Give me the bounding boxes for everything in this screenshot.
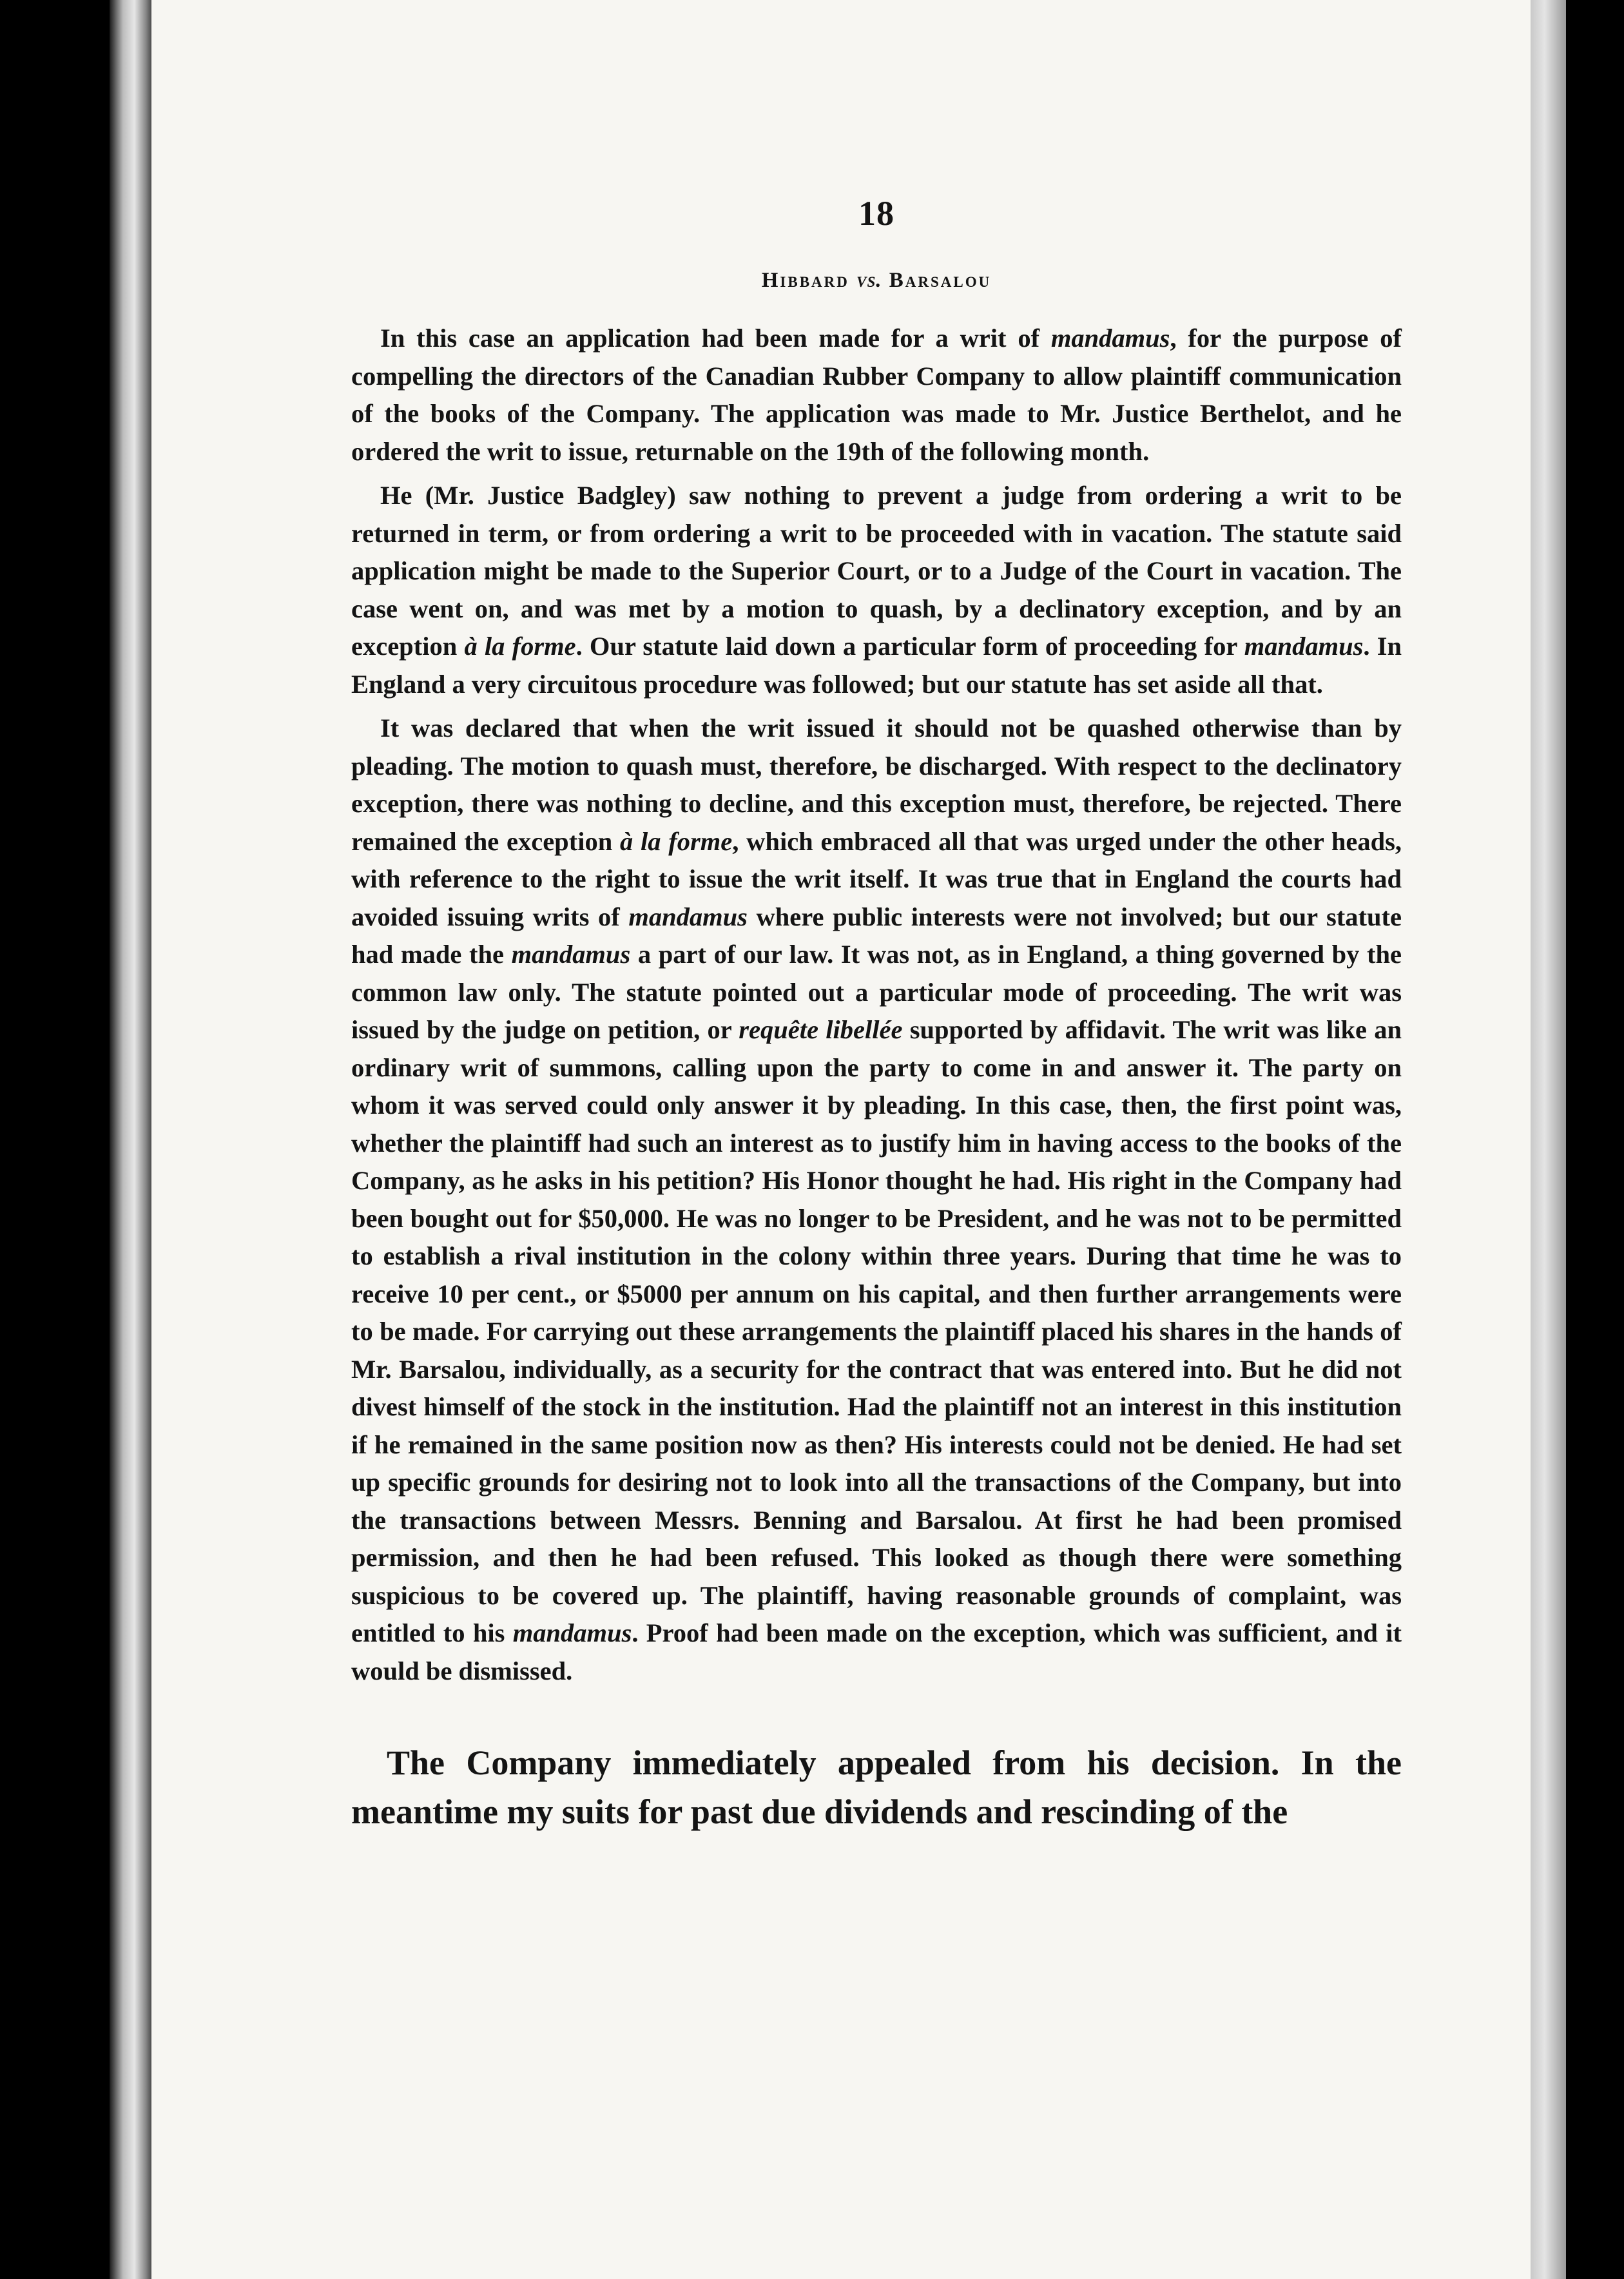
- text-run: . Proof had been made on the exception, which was sufficient, and it would be dismissed.: [351, 1618, 1402, 1685]
- paragraph: [351, 320, 1402, 470]
- page-edge-right: [1531, 0, 1566, 2279]
- italic-term: mandamus: [511, 940, 631, 969]
- page-content: [351, 193, 1402, 1836]
- text-run: a part of our law. It was not, as in England, a thing governed by the common law only. The statute pointed out a particular mode of proceeding. The writ was issued by the judge on petition, or: [351, 940, 1402, 1044]
- text-run: . Our statute laid down a particular form of proceeding for: [575, 632, 1244, 661]
- text-run: where public interests were not involved; but our statute had made the: [351, 902, 1402, 969]
- text-run: , for the purpose of compelling the directors of the Canadian Rubber Company to allow plaintiff communication of the books of the Company. The application was made to Mr. Justice Berthelot, and he ordered the writ to issue, returnable on the 19th of the following month.: [351, 324, 1402, 466]
- page-number: 18: [858, 194, 894, 233]
- paragraph: [351, 477, 1402, 703]
- italic-term: à la forme: [620, 826, 733, 856]
- text-run: In this case an application had been made for a writ of: [380, 324, 1051, 353]
- text-run: He (Mr. Justice Badgley) saw nothing to prevent a judge from ordering a writ to be returned in term, or from ordering a writ to be proceeded with in vacation. The statute said application might be made to the Superior Court, or to a Judge of the Court in vacation. The case went on, and was met by a motion to quash, by a declinatory exception, and by an exception: [351, 481, 1402, 661]
- italic-term: mandamus: [1244, 632, 1364, 661]
- case-versus: vs.: [856, 269, 882, 292]
- text-run: . In England a very circuitous procedure was followed; but our statute has set aside all that.: [351, 632, 1402, 699]
- paragraph: [351, 710, 1402, 1690]
- italic-term: à la forme: [464, 632, 576, 661]
- judgment-text: [351, 320, 1402, 1690]
- case-title: [351, 269, 1402, 293]
- text-run: It was declared that when the writ issued it should not be quashed otherwise than by pleading. The motion to quash must, therefore, be discharged. With respect to the declinatory exception, there was nothing to decline, and this exception must, therefore, be rejected. There remained the exception: [351, 713, 1402, 856]
- text-run: , which embraced all that was urged under the other heads, with reference to the right to issue the writ itself. It was true that in England the courts had avoided issuing writs of: [351, 826, 1402, 931]
- italic-term: mandamus: [512, 1618, 632, 1647]
- case-plaintiff: Hibbard: [761, 269, 849, 292]
- case-defendant: Barsalou: [889, 269, 992, 292]
- scan-right-border: [1566, 0, 1624, 2279]
- italic-term: requête libellée: [739, 1015, 903, 1044]
- italic-term: mandamus: [628, 902, 748, 931]
- italic-term: mandamus: [1050, 324, 1170, 353]
- narrative-text: The Company immediately appealed from his decision. In the meantime my suits for past due dividends and rescinding of the: [351, 1743, 1402, 1831]
- book-binding-edge: [110, 0, 155, 2279]
- text-run: supported by affidavit. The writ was like an ordinary writ of summons, calling upon the party to come in and answer it. The party on whom it was served could only answer it by pleading. In this case, then, the first point was, whether the plaintiff had such an interest as to justify him in having access to the books of the Company, as he asks in his petition? His Honor thought he had. His right in the Company had been bought out for $50,000. He was no longer to be President, and he was not to be permitted to establish a rival institution in the colony within three years. During that time he was to receive 10 per cent., or $5000 per annum on his capital, and then further arrangements were to be made. For carrying out these arrangements the plaintiff placed his shares in the hands of Mr. Barsalou, individually, as a security for the contract that was entered into. But he did not divest himself of the stock in the institution. Had the plaintiff not an interest in this institution if he remained in the same position now as then? His interests could not be denied. He had set up specific grounds for desiring not to look into all the transactions of the Company, but into the transactions between Messrs. Benning and Barsalou. At first he had been promised permission, and then he had been refused. This looked as though there were something suspicious to be covered up. The plaintiff, having reasonable grounds of complaint, was entitled to his: [351, 1015, 1402, 1647]
